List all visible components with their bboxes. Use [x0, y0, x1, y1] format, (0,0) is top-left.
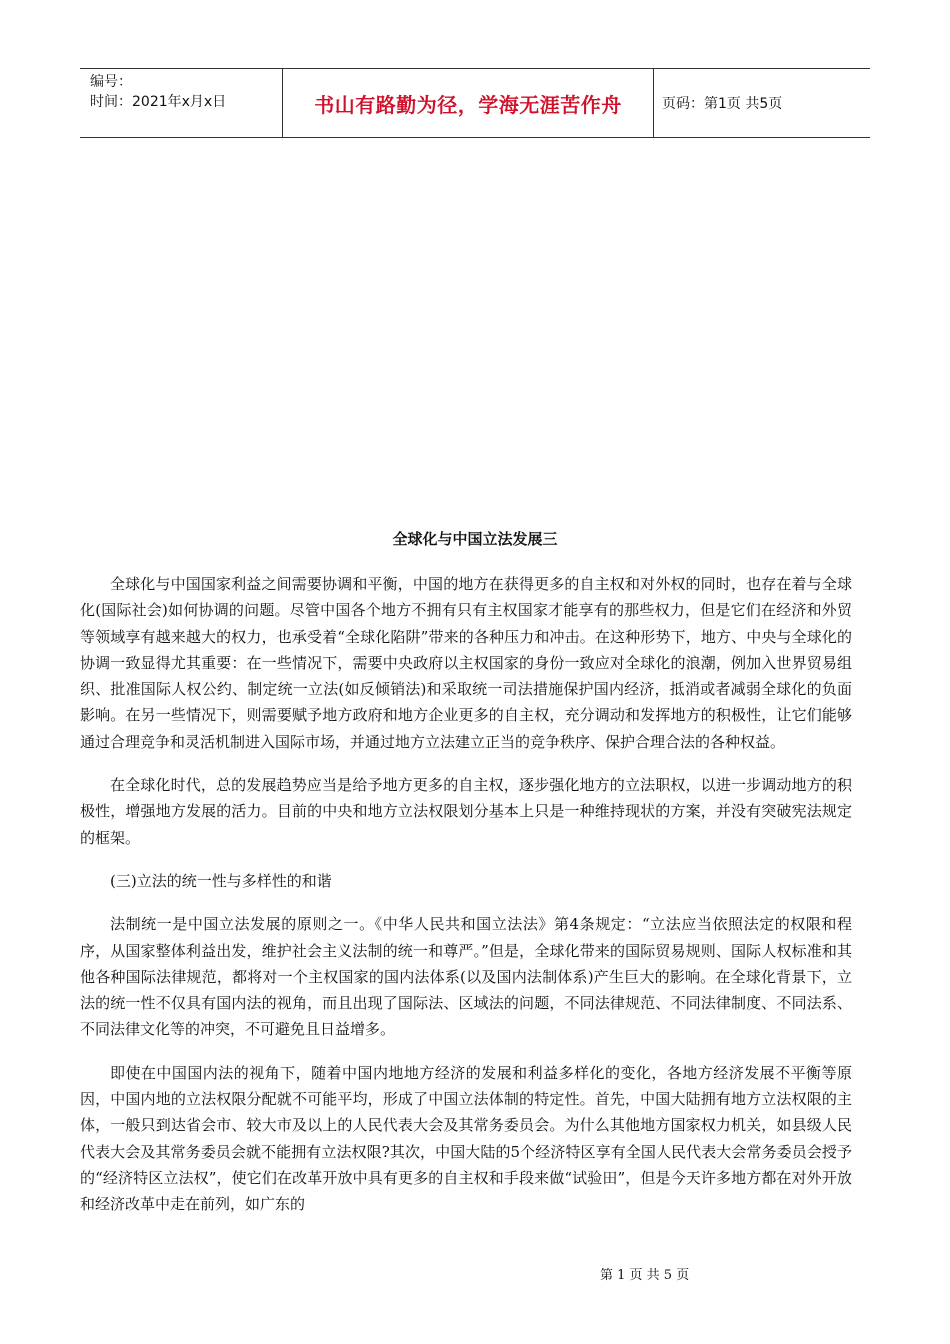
paragraph-4: 即使在中国国内法的视角下，随着中国内地地方经济的发展和利益多样化的变化，各地方经济发展不平衡等原因，中国内地的立法权限分配就不可能平均，形成了中国立法体制的特定性。首先，中国大陆拥有地方立法权限的主体，一般只到达省会市、较大市及以上的人民代表大会及其常务委员会。为什么其他地方国家权力机关，如县级人民代表大会及其常务委员会就不能拥有立法权限?其次，中国大陆的5个经济特区享有全国人民代表大会常务委员会授予的“经济特区立法权”，使它们在改革开放中具有更多的自主权和手段来做“试验田”，但是今天许多地方都在对外开放和经济改革中走在前列，如广东的 [80, 1063, 852, 1214]
paragraph-3: 法制统一是中国立法发展的原则之一。《中华人民共和国立法法》第4条规定：“立法应当依照法定的权限和程序，从国家整体利益出发，维护社会主义法制的统一和尊严。”但是，全球化带来的国际贸易规则、国际人权标准和其他各种国际法律规范，都将对一个主权国家的国内法体系(以及国内法制体系)产生巨大的影响。在全球化背景下，立法的统一性不仅具有国内法的视角，而且出现了国际法、区域法的问题，不同法律规范、不同法律制度、不同法系、不同法律文化等的冲突，不可避免且日益增多。 [80, 915, 852, 1039]
header-left-cell [80, 69, 282, 137]
section-heading: (三)立法的统一性与多样性的和谐 [110, 871, 332, 890]
paragraph-2: 在全球化时代，总的发展趋势应当是给予地方更多的自主权，逐步强化地方的立法职权，以进一步调动地方的积极性，增强地方发展的活力。目前的中央和地方立法权限划分基本上只是一种维持现状的方案，并没有突破宪法规定的框架。 [80, 776, 852, 847]
page-info: 页码：第1页 共5页 [662, 96, 783, 112]
paragraph-1: 全球化与中国国家利益之间需要协调和平衡，中国的地方在获得更多的自主权和对外权的同时，也存在着与全球化(国际社会)如何协调的问题。尽管中国各个地方不拥有只有主权国家才能享有的那些权力，但是它们在经济和外贸等领域享有越来越大的权力，也承受着“全球化陷阱”带来的各种压力和冲击。在这种形势下，地方、中央与全球化的协调一致显得尤其重要：在一些情况下，需要中央政府以主权国家的身份一致应对全球化的浪潮，例加入世界贸易组织、批准国际人权公约、制定统一立法(如反倾销法)和采取统一司法措施保护国内经济，抵消或者减弱全球化的负面影响。在另一些情况下，则需要赋予地方政府和地方企业更多的自主权，充分调动和发挥地方的积极性，让它们能够通过合理竞争和灵活机制进入国际市场，并通过地方立法建立正当的竞争秩序、保护合理合法的各种权益。 [80, 575, 852, 751]
time-label: 时间：2021年x月x日 [90, 94, 227, 110]
document-title: 全球化与中国立法发展三 [392, 530, 558, 548]
page-header [80, 68, 870, 138]
page-footer: 第 1 页 共 5 页 [600, 1268, 690, 1283]
motto: 书山有路勤为径，学海无涯苦作舟 [282, 69, 654, 137]
number-label: 编号： [90, 74, 132, 90]
document-body [80, 571, 852, 1235]
